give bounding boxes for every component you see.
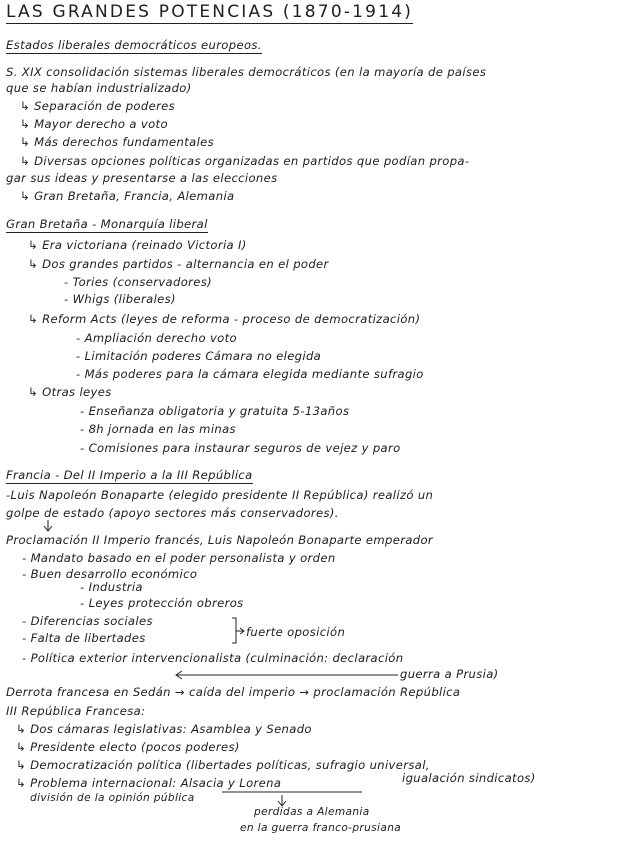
fr-coup-line-1: -Luis Napoleón Bonaparte (elegido presidente II República) realizó un [6,488,434,502]
fr-war-prussia: guerra a Prusia) [400,667,499,681]
gb-more-powers: - Más poderes para la cámara elegida mediante sufragio [76,367,424,381]
fr-strong-opposition: fuerte oposición [246,625,346,639]
fr-public-opinion: división de la opinión pública [30,792,195,804]
gb-education: - Enseñanza obligatoria y gratuita 5-13años [80,404,350,418]
fr-sedan-defeat: Derrota francesa en Sedán → caída del imperio → proclamación República [6,685,461,699]
fr-mandate: - Mandato basado en el poder personalista y orden [22,551,336,565]
gb-reform-acts: ↳ Reform Acts (leyes de reforma - proceso de democratización) [28,312,421,326]
gb-two-parties: ↳ Dos grandes partidos - alternancia en el poder [28,257,329,271]
fr-international-problem: ↳ Problema internacional: Alsacia y Lorena [16,776,282,790]
gb-insurance: - Comisiones para instaurar seguros de vejez y paro [80,441,401,455]
gb-victorian-era: ↳ Era victoriana (reinado Victoria I) [28,238,247,252]
bullet-parties-line-2: gar sus ideas y presentarse a las elecciones [6,171,278,185]
bullet-parties-line-1: ↳ Diversas opciones políticas organizadas en partidos que podían propa- [20,154,470,168]
fr-social-differences: - Diferencias sociales [22,614,153,628]
fr-worker-laws: - Leyes protección obreros [80,596,244,610]
fr-foreign-policy: - Política exterior intervencionalista (culminación: declaración [22,651,404,665]
bracket-icon [232,618,244,643]
intro-line-2: que se habían industrializado) [6,81,192,95]
fr-lost-to-germany: perdidas a Alemania [254,806,370,818]
gb-other-laws: ↳ Otras leyes [28,385,112,399]
fr-lack-freedoms: - Falta de libertades [22,631,146,645]
left-arrow-icon [176,671,398,679]
fr-economy: - Buen desarrollo económico [22,567,198,581]
gb-mines: - 8h jornada en las minas [80,422,236,436]
page-title: LAS GRANDES POTENCIAS (1870-1914) [6,2,414,22]
down-arrow-icon [278,795,286,806]
section-heading-great-britain: Gran Bretaña - Monarquía liberal [6,217,208,231]
bullet-countries: ↳ Gran Bretaña, Francia, Alemania [20,189,235,203]
gb-whigs: - Whigs (liberales) [64,292,176,306]
fr-democratization: ↳ Democratización política (libertades políticas, sufragio universal, [16,758,430,772]
bullet-separation: ↳ Separación de poderes [20,99,176,113]
section-heading-liberal-states: Estados liberales democráticos europeos. [6,38,262,52]
down-arrow-icon [44,520,52,531]
fr-second-empire: Proclamación II Imperio francés, Luis Napoleón Bonaparte emperador [6,533,434,547]
fr-union-equality: igualación sindicatos) [402,771,536,785]
section-heading-france: Francia - Del II Imperio a la III República [6,468,253,482]
fr-industry: - Industria [80,580,143,594]
bullet-vote: ↳ Mayor derecho a voto [20,117,168,131]
fr-third-republic: III República Francesa: [6,704,146,718]
fr-coup-line-2: golpe de estado (apoyo sectores más conservadores). [6,506,339,520]
bullet-rights: ↳ Más derechos fundamentales [20,135,215,149]
gb-limit-powers: - Limitación poderes Cámara no elegida [76,349,322,363]
intro-line-1: S. XIX consolidación sistemas liberales democráticos (en la mayoría de países [6,65,487,79]
fr-president: ↳ Presidente electo (pocos poderes) [16,740,240,754]
fr-franco-prussian-war: en la guerra franco-prusiana [240,822,402,834]
fr-two-chambers: ↳ Dos cámaras legislativas: Asamblea y Senado [16,722,312,736]
gb-tories: - Tories (conservadores) [64,275,213,289]
gb-vote-extension: - Ampliación derecho voto [76,331,237,345]
